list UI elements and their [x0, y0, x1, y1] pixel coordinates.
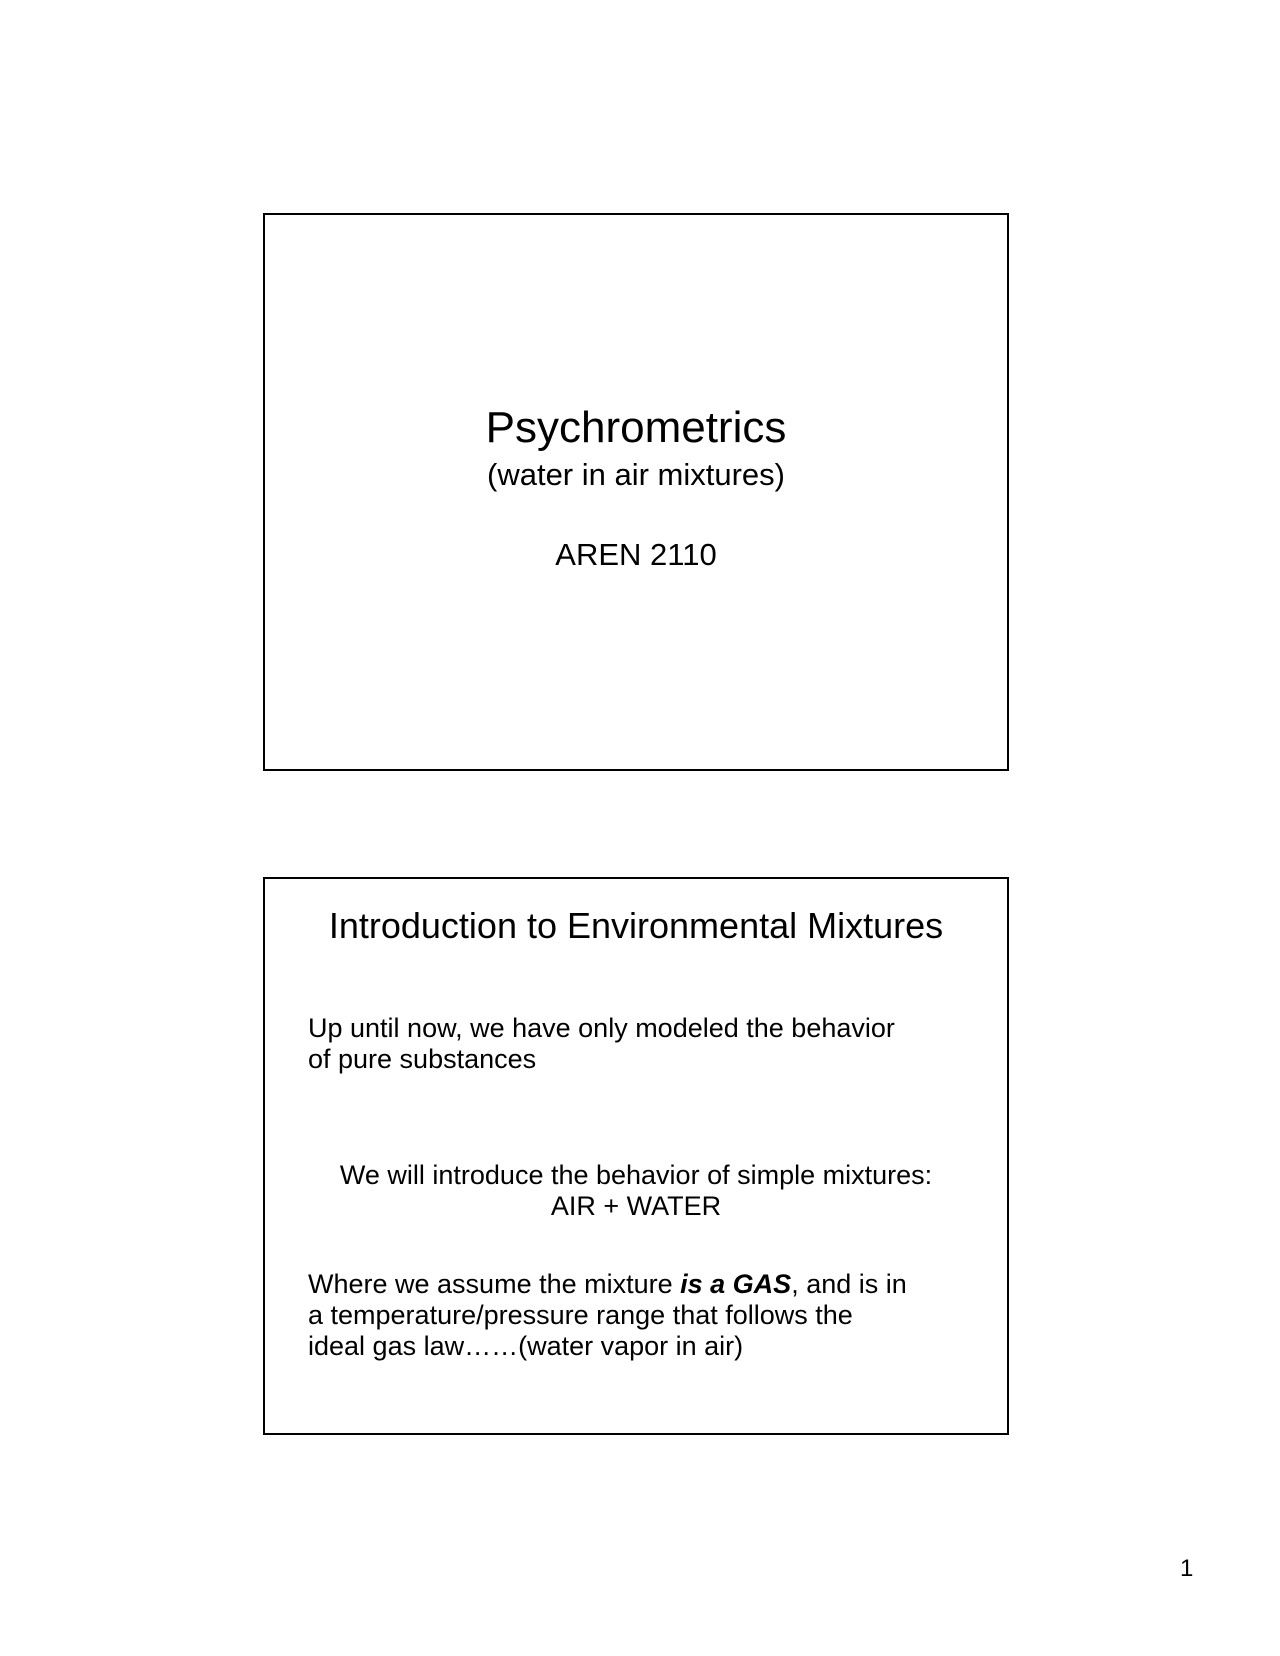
paragraph-simple-mixtures [265, 1160, 1007, 1222]
slide-subtitle: (water in air mixtures) [487, 457, 785, 492]
slide-1 [263, 213, 1009, 771]
slide-title: Introduction to Environmental Mixtures [328, 905, 944, 946]
paragraph-line: Up until now, we have only modeled the behavior [308, 1013, 895, 1043]
paragraph-line: a temperature/pressure range that follows the [308, 1300, 853, 1330]
paragraph-pure-substances [308, 1013, 996, 1075]
slide-title: Psychrometrics [485, 403, 787, 452]
page-number: 1 [1180, 1555, 1194, 1582]
slide-2 [263, 877, 1009, 1435]
paragraph-line: of pure substances [308, 1044, 537, 1074]
emphasis-text: is a GAS [680, 1269, 792, 1299]
text-prefix: Where we assume the mixture [308, 1269, 681, 1299]
paragraph-line: AIR + WATER [550, 1191, 722, 1221]
paragraph-line [308, 1269, 996, 1300]
paragraph-line: ideal gas law……(water vapor in air) [308, 1331, 744, 1361]
paragraph-gas-assumption [308, 1269, 996, 1362]
text-suffix: , and is in [791, 1269, 907, 1299]
paragraph-line: We will introduce the behavior of simple mixtures: [339, 1160, 933, 1190]
course-code: AREN 2110 [555, 537, 717, 572]
